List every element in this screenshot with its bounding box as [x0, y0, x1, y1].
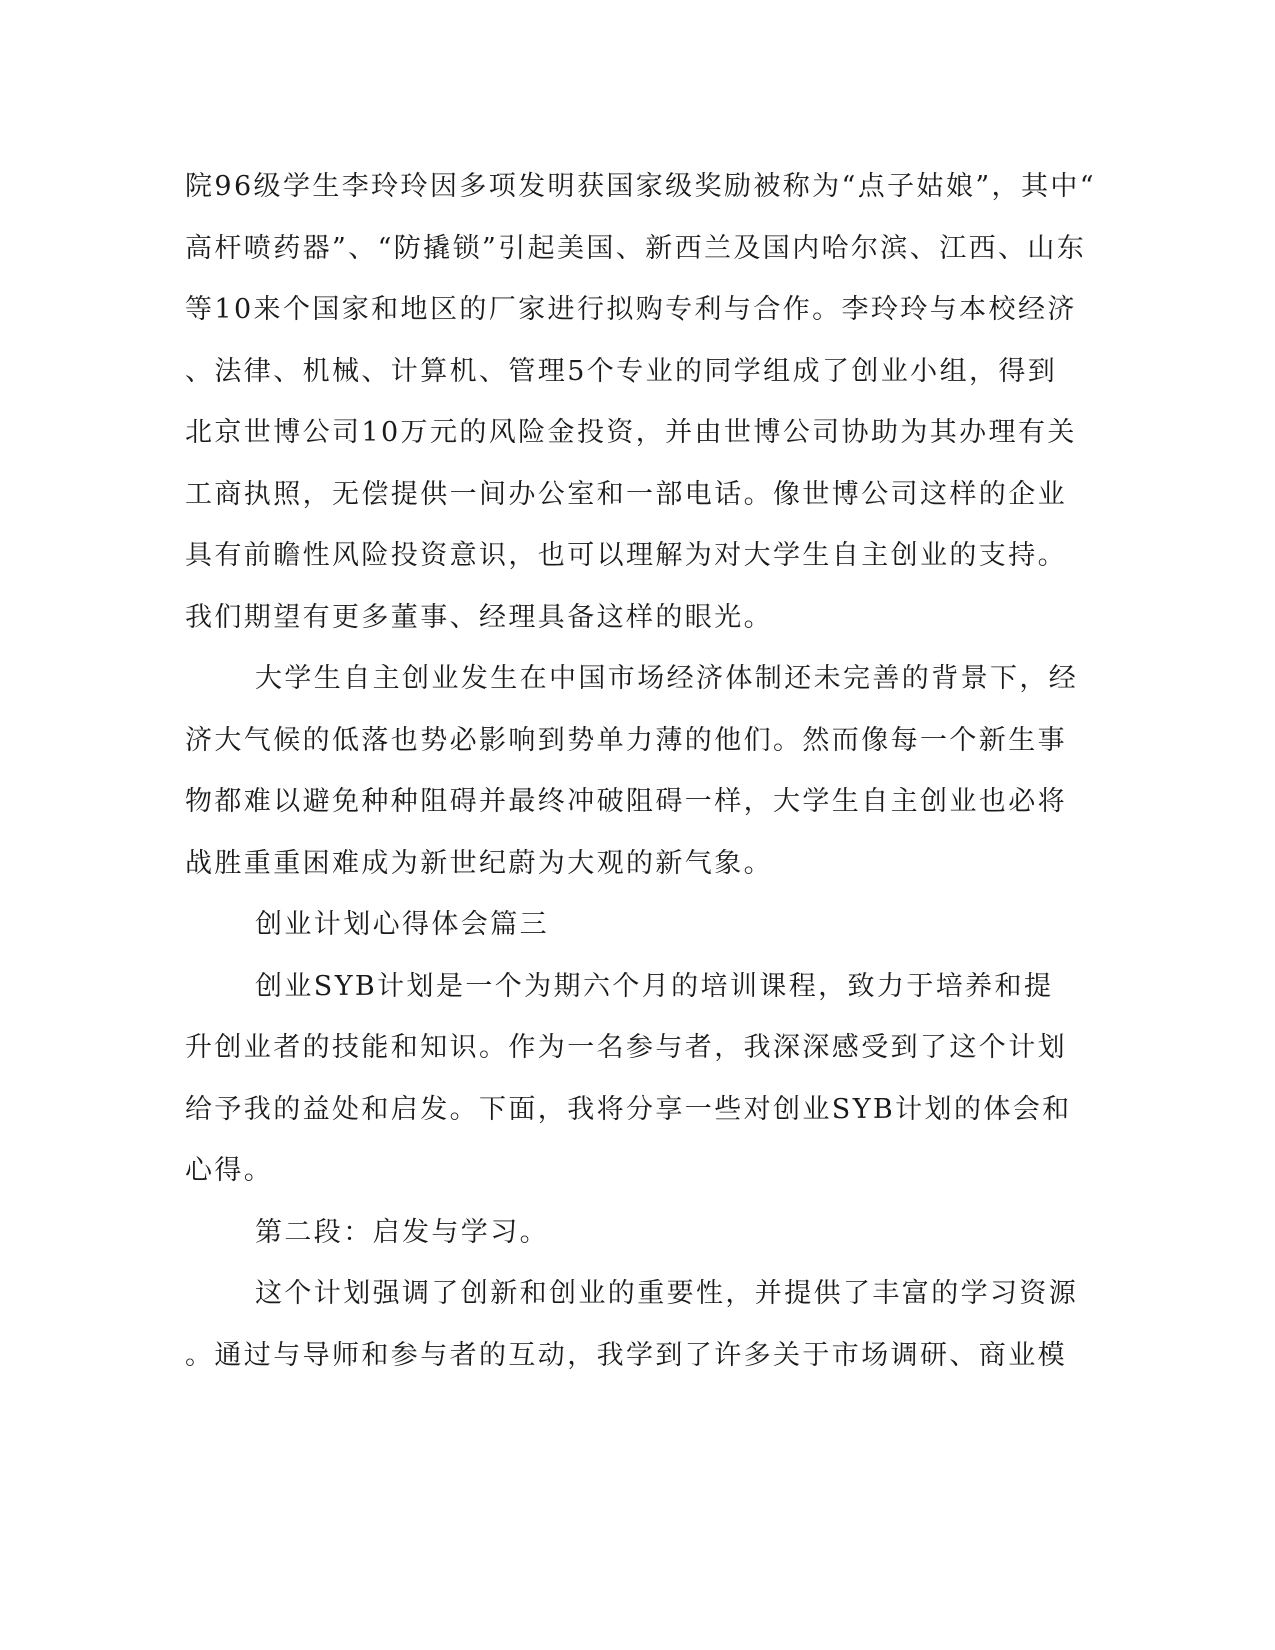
text-line: 院96级学生李玲玲因多项发明获国家级奖励被称为“点子姑娘”，其中“ [185, 171, 1096, 202]
text-line: 心得。 [185, 1155, 274, 1186]
text-line: 我们期望有更多董事、经理具备这样的眼光。 [185, 601, 773, 633]
paragraph-start-line: 大学生自主创业发生在中国市场经济体制还未完善的背景下，经 [255, 663, 1079, 694]
text-line: 北京世博公司10万元的风险金投资，并由世博公司协助为其办理有关 [185, 417, 1077, 448]
text-line: 。通过与导师和参与者的互动，我学到了许多关于市场调研、商业模 [185, 1339, 1067, 1371]
text-line: 物都难以避免种种阻碍并最终冲破阻碍一样，大学生自主创业也必将 [185, 786, 1067, 817]
text-line: 战胜重重困难成为新世纪蔚为大观的新气象。 [185, 847, 773, 879]
paragraph-start-line: 创业SYB计划是一个为期六个月的培训课程，致力于培养和提 [255, 970, 1054, 1002]
text-line: 给予我的益处和启发。下面，我将分享一些对创业SYB计划的体会和 [185, 1093, 1072, 1125]
section-heading: 创业计划心得体会篇三 [255, 909, 549, 940]
text-line: 等10来个国家和地区的厂家进行拟购专利与合作。李玲玲与本校经济 [185, 294, 1077, 325]
text-line: 、法律、机械、计算机、管理5个专业的同学组成了创业小组，得到 [185, 355, 1058, 387]
text-line: 工商执照，无偿提供一间办公室和一部电话。像世博公司这样的企业 [185, 478, 1067, 510]
subsection-heading: 第二段：启发与学习。 [255, 1216, 549, 1248]
document-body [185, 156, 1096, 1386]
paragraph-start-line: 这个计划强调了创新和创业的重要性，并提供了丰富的学习资源 [255, 1278, 1079, 1309]
text-line: 升创业者的技能和知识。作为一名参与者，我深深感受到了这个计划 [185, 1032, 1067, 1063]
text-line: 具有前瞻性风险投资意识，也可以理解为对大学生自主创业的支持。 [185, 540, 1067, 571]
text-line: 高杆喷药器”、“防撬锁”引起美国、新西兰及国内哈尔滨、江西、山东 [185, 232, 1087, 264]
text-line: 济大气候的低落也势必影响到势单力薄的他们。然而像每一个新生事 [185, 724, 1067, 756]
